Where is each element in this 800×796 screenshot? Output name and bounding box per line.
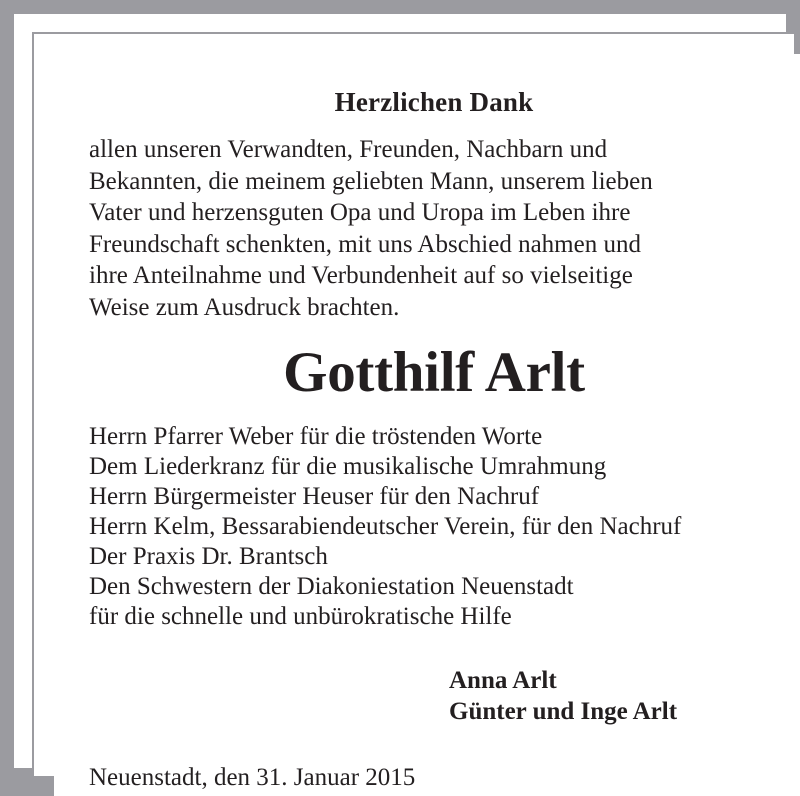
intro-line: ihre Anteilnahme und Verbundenheit auf so vielseitige — [89, 262, 633, 289]
intro-line: allen unseren Verwandten, Freunden, Nachbarn und — [89, 136, 608, 163]
dateline: Neuenstadt, den 31. Januar 2015 — [89, 764, 416, 791]
list-item: Herrn Bürgermeister Heuser für den Nachruf — [89, 483, 540, 510]
intro-line: Freundschaft schenkten, mit uns Abschied nahmen und — [89, 230, 641, 258]
list-item: Der Praxis Dr. Brantsch — [89, 543, 328, 570]
signature-line: Anna Arlt — [449, 667, 557, 694]
thanks-list — [54, 422, 800, 632]
list-item: Herrn Pfarrer Weber für die tröstenden Worte — [89, 423, 543, 450]
intro-paragraph — [54, 134, 800, 323]
obituary-card — [54, 54, 800, 796]
list-item: für die schnelle und unbürokratische Hilfe — [89, 603, 512, 630]
list-item: Den Schwestern der Diakoniestation Neuenstadt — [89, 573, 574, 600]
page-title: Herzlichen Dank — [334, 87, 534, 117]
intro-line: Bekannten, die meinem geliebten Mann, unserem lieben — [89, 167, 653, 195]
obituary-inner-rule — [32, 32, 796, 791]
list-item: Dem Liederkranz für die musikalische Umrahmung — [89, 453, 607, 480]
intro-line: Weise zum Ausdruck brachten. — [89, 293, 400, 321]
obituary-frame-gap — [14, 14, 786, 791]
deceased-name: Gotthilf Arlt — [283, 341, 585, 404]
list-item: Herrn Kelm, Bessarabiendeutscher Verein, für den Nachruf — [89, 513, 682, 540]
intro-line: Vater und herzensguten Opa und Uropa im Leben ihre — [89, 199, 631, 226]
signature-line: Günter und Inge Arlt — [449, 698, 678, 725]
signature-block — [54, 665, 800, 727]
